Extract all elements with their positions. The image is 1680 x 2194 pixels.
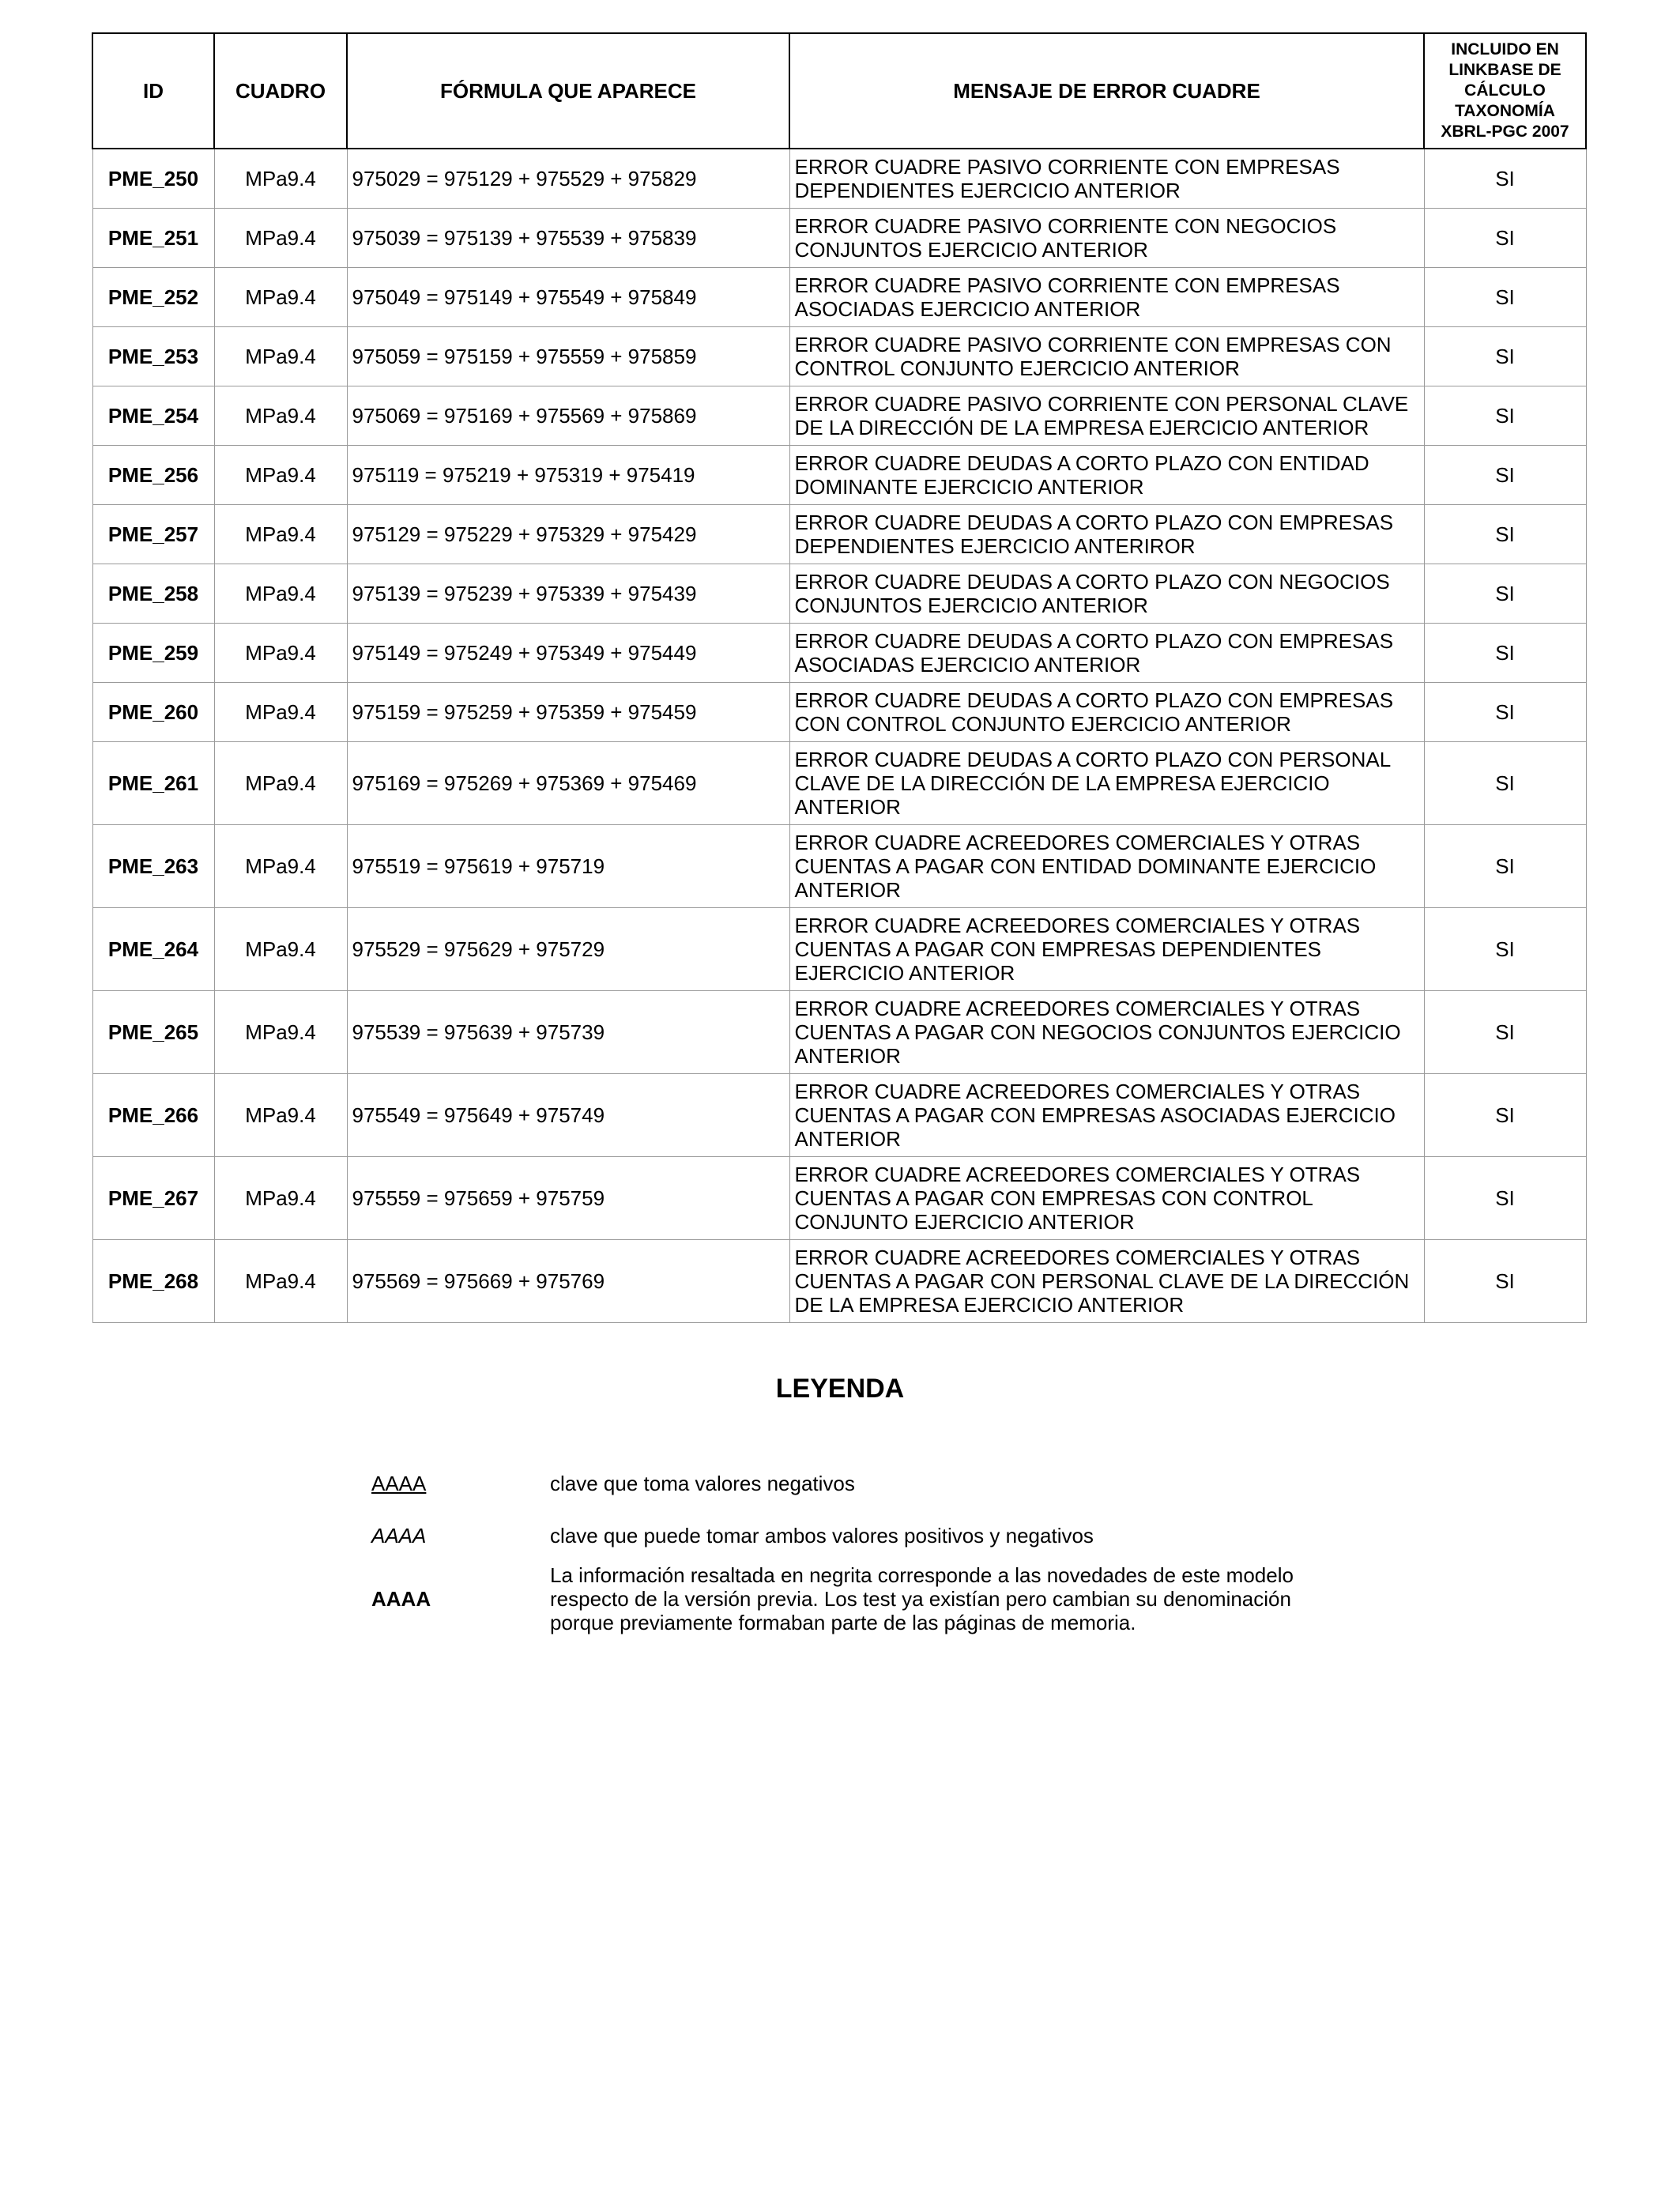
row-incluido: SI (1424, 564, 1586, 624)
row-mensaje: ERROR CUADRE DEUDAS A CORTO PLAZO CON EMPRESAS ASOCIADAS EJERCICIO ANTERIOR (789, 624, 1424, 683)
row-incluido: SI (1424, 908, 1586, 991)
row-mensaje: ERROR CUADRE ACREEDORES COMERCIALES Y OTRAS CUENTAS A PAGAR CON EMPRESAS CON CONTROL CONJUNTO EJERCICIO ANTERIOR (789, 1157, 1424, 1240)
row-formula: 975169 = 975269 + 975369 + 975469 (347, 742, 789, 825)
row-incluido: SI (1424, 1157, 1586, 1240)
row-id: PME_267 (92, 1157, 214, 1240)
row-id: PME_261 (92, 742, 214, 825)
row-id: PME_251 (92, 209, 214, 268)
row-id: PME_265 (92, 991, 214, 1074)
row-cuadro: MPa9.4 (214, 505, 347, 564)
row-mensaje: ERROR CUADRE PASIVO CORRIENTE CON NEGOCIOS CONJUNTOS EJERCICIO ANTERIOR (789, 209, 1424, 268)
row-cuadro: MPa9.4 (214, 991, 347, 1074)
row-incluido: SI (1424, 505, 1586, 564)
header-mensaje: MENSAJE DE ERROR CUADRE (789, 33, 1424, 149)
row-formula: 975529 = 975629 + 975729 (347, 908, 789, 991)
legend-key-italic: AAAA (371, 1524, 427, 1547)
row-formula: 975029 = 975129 + 975529 + 975829 (347, 149, 789, 209)
row-formula: 975569 = 975669 + 975769 (347, 1240, 789, 1323)
table-row (92, 825, 1586, 908)
row-id: PME_268 (92, 1240, 214, 1323)
table-row (92, 683, 1586, 742)
row-id: PME_260 (92, 683, 214, 742)
table-row (92, 564, 1586, 624)
row-incluido: SI (1424, 991, 1586, 1074)
row-cuadro: MPa9.4 (214, 564, 347, 624)
legend-desc: La información resaltada en negrita corresponde a las novedades de este modelo respecto de la versión previa. Los test ya existían pero cambian su denominación porque previamente formaban parte de las páginas de memoria. (550, 1563, 1294, 1634)
row-mensaje: ERROR CUADRE ACREEDORES COMERCIALES Y OTRAS CUENTAS A PAGAR CON NEGOCIOS CONJUNTOS EJERCICIO ANTERIOR (789, 991, 1424, 1074)
row-incluido: SI (1424, 209, 1586, 268)
table-row (92, 908, 1586, 991)
row-id: PME_252 (92, 268, 214, 327)
row-formula: 975119 = 975219 + 975319 + 975419 (347, 446, 789, 505)
row-id: PME_257 (92, 505, 214, 564)
table-row (92, 446, 1586, 505)
legend-key-bold: AAAA (371, 1587, 431, 1611)
legend-desc: clave que puede tomar ambos valores positivos y negativos (550, 1524, 1094, 1547)
row-cuadro: MPa9.4 (214, 683, 347, 742)
row-cuadro: MPa9.4 (214, 825, 347, 908)
row-cuadro: MPa9.4 (214, 386, 347, 446)
row-id: PME_250 (92, 149, 214, 209)
row-mensaje: ERROR CUADRE PASIVO CORRIENTE CON EMPRESAS ASOCIADAS EJERCICIO ANTERIOR (789, 268, 1424, 327)
row-incluido: SI (1424, 624, 1586, 683)
row-cuadro: MPa9.4 (214, 1240, 347, 1323)
row-formula: 975059 = 975159 + 975559 + 975859 (347, 327, 789, 386)
row-mensaje: ERROR CUADRE DEUDAS A CORTO PLAZO CON ENTIDAD DOMINANTE EJERCICIO ANTERIOR (789, 446, 1424, 505)
table-row (92, 1157, 1586, 1240)
row-cuadro: MPa9.4 (214, 446, 347, 505)
table-header-row (92, 33, 1586, 149)
row-formula: 975139 = 975239 + 975339 + 975439 (347, 564, 789, 624)
row-formula: 975519 = 975619 + 975719 (347, 825, 789, 908)
row-mensaje: ERROR CUADRE DEUDAS A CORTO PLAZO CON PERSONAL CLAVE DE LA DIRECCIÓN DE LA EMPRESA EJERCICIO ANTERIOR (789, 742, 1424, 825)
row-mensaje: ERROR CUADRE PASIVO CORRIENTE CON EMPRESAS DEPENDIENTES EJERCICIO ANTERIOR (789, 149, 1424, 209)
row-incluido: SI (1424, 825, 1586, 908)
legend-title: LEYENDA (775, 1374, 905, 1404)
row-mensaje: ERROR CUADRE ACREEDORES COMERCIALES Y OTRAS CUENTAS A PAGAR CON ENTIDAD DOMINANTE EJERCICIO ANTERIOR (789, 825, 1424, 908)
row-mensaje: ERROR CUADRE ACREEDORES COMERCIALES Y OTRAS CUENTAS A PAGAR CON PERSONAL CLAVE DE LA DIRECCIÓN DE LA EMPRESA EJERCICIO ANTERIOR (789, 1240, 1424, 1323)
table-row (92, 268, 1586, 327)
row-formula: 975069 = 975169 + 975569 + 975869 (347, 386, 789, 446)
row-cuadro: MPa9.4 (214, 1157, 347, 1240)
row-cuadro: MPa9.4 (214, 327, 347, 386)
row-mensaje: ERROR CUADRE DEUDAS A CORTO PLAZO CON EMPRESAS CON CONTROL CONJUNTO EJERCICIO ANTERIOR (789, 683, 1424, 742)
table-row (92, 991, 1586, 1074)
table-row (92, 742, 1586, 825)
row-incluido: SI (1424, 386, 1586, 446)
legend-desc: clave que toma valores negativos (550, 1472, 855, 1495)
row-id: PME_259 (92, 624, 214, 683)
row-formula: 975559 = 975659 + 975759 (347, 1157, 789, 1240)
row-formula: 975049 = 975149 + 975549 + 975849 (347, 268, 789, 327)
row-mensaje: ERROR CUADRE ACREEDORES COMERCIALES Y OTRAS CUENTAS A PAGAR CON EMPRESAS ASOCIADAS EJERCICIO ANTERIOR (789, 1074, 1424, 1157)
header-formula: FÓRMULA QUE APARECE (347, 33, 789, 149)
row-incluido: SI (1424, 1074, 1586, 1157)
row-incluido: SI (1424, 446, 1586, 505)
row-mensaje: ERROR CUADRE DEUDAS A CORTO PLAZO CON NEGOCIOS CONJUNTOS EJERCICIO ANTERIOR (789, 564, 1424, 624)
table-row (92, 386, 1586, 446)
row-id: PME_253 (92, 327, 214, 386)
row-cuadro: MPa9.4 (214, 268, 347, 327)
row-cuadro: MPa9.4 (214, 1074, 347, 1157)
row-cuadro: MPa9.4 (214, 742, 347, 825)
row-id: PME_263 (92, 825, 214, 908)
row-cuadro: MPa9.4 (214, 149, 347, 209)
row-id: PME_258 (92, 564, 214, 624)
row-formula: 975039 = 975139 + 975539 + 975839 (347, 209, 789, 268)
row-formula: 975159 = 975259 + 975359 + 975459 (347, 683, 789, 742)
table-row (92, 209, 1586, 268)
table-row (92, 149, 1586, 209)
header-incluido: INCLUIDO EN LINKBASE DE CÁLCULO TAXONOMÍA XBRL-PGC 2007 (1424, 33, 1586, 149)
row-id: PME_264 (92, 908, 214, 991)
legend-key-underlined: AAAA (371, 1472, 427, 1495)
row-incluido: SI (1424, 742, 1586, 825)
table-row (92, 1240, 1586, 1323)
row-mensaje: ERROR CUADRE ACREEDORES COMERCIALES Y OTRAS CUENTAS A PAGAR CON EMPRESAS DEPENDIENTES EJERCICIO ANTERIOR (789, 908, 1424, 991)
header-id: ID (92, 33, 214, 149)
row-formula: 975549 = 975649 + 975749 (347, 1074, 789, 1157)
table-row (92, 624, 1586, 683)
row-id: PME_256 (92, 446, 214, 505)
row-id: PME_266 (92, 1074, 214, 1157)
row-incluido: SI (1424, 327, 1586, 386)
table-row (92, 505, 1586, 564)
error-table (92, 32, 1587, 1323)
row-formula: 975539 = 975639 + 975739 (347, 991, 789, 1074)
row-incluido: SI (1424, 1240, 1586, 1323)
row-mensaje: ERROR CUADRE PASIVO CORRIENTE CON PERSONAL CLAVE DE LA DIRECCIÓN DE LA EMPRESA EJERCICIO ANTERIOR (789, 386, 1424, 446)
row-mensaje: ERROR CUADRE DEUDAS A CORTO PLAZO CON EMPRESAS DEPENDIENTES EJERCICIO ANTERIROR (789, 505, 1424, 564)
header-cuadro: CUADRO (214, 33, 347, 149)
table-row (92, 1074, 1586, 1157)
row-mensaje: ERROR CUADRE PASIVO CORRIENTE CON EMPRESAS CON CONTROL CONJUNTO EJERCICIO ANTERIOR (789, 327, 1424, 386)
row-incluido: SI (1424, 268, 1586, 327)
row-cuadro: MPa9.4 (214, 209, 347, 268)
row-formula: 975129 = 975229 + 975329 + 975429 (347, 505, 789, 564)
row-id: PME_254 (92, 386, 214, 446)
row-cuadro: MPa9.4 (214, 624, 347, 683)
row-incluido: SI (1424, 683, 1586, 742)
row-cuadro: MPa9.4 (214, 908, 347, 991)
row-formula: 975149 = 975249 + 975349 + 975449 (347, 624, 789, 683)
row-incluido: SI (1424, 149, 1586, 209)
table-row (92, 327, 1586, 386)
